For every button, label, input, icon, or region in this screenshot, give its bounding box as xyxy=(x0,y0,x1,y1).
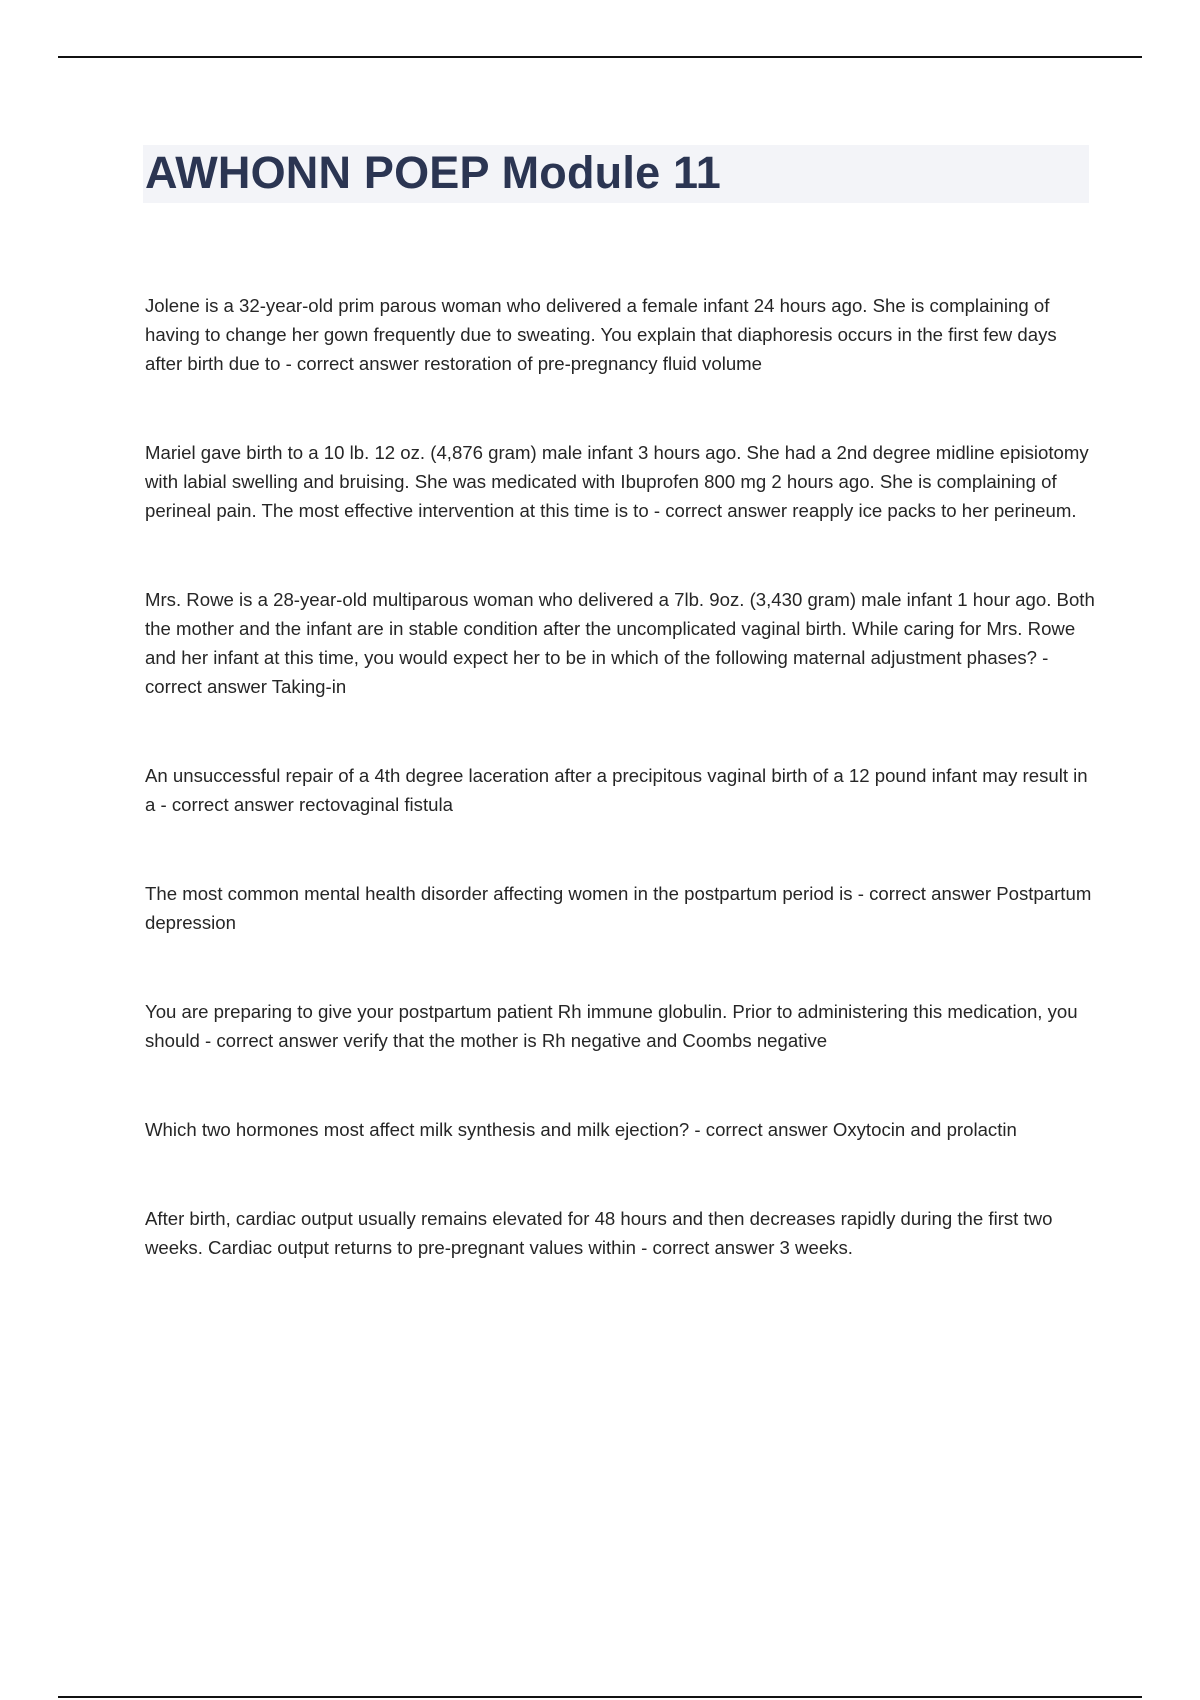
page-title: AWHONN POEP Module 11 xyxy=(145,147,721,198)
header-rule xyxy=(58,56,1142,58)
question-item-6: You are preparing to give your postpartum patient Rh immune globulin. Prior to administering this medication, you should - correct answer verify that the mother is Rh negative and Coombs negative xyxy=(145,1001,1078,1051)
footer-rule xyxy=(58,1696,1142,1698)
question-item-4: An unsuccessful repair of a 4th degree laceration after a precipitous vaginal birth of a 12 pound infant may result in a - correct answer rectovaginal fistula xyxy=(145,765,1088,815)
question-item-2: Mariel gave birth to a 10 lb. 12 oz. (4,876 gram) male infant 3 hours ago. She had a 2nd degree midline episiotomy with labial swelling and bruising. She was medicated with Ibuprofen 800 mg 2 hours ago. She is complaining of perineal pain. The most effective intervention at this time is to - correct answer reapply ice packs to her perineum. xyxy=(145,442,1089,521)
question-item-7: Which two hormones most affect milk synthesis and milk ejection? - correct answer Oxytocin and prolactin xyxy=(145,1119,1017,1140)
question-item-5: The most common mental health disorder affecting women in the postpartum period is - correct answer Postpartum depression xyxy=(145,883,1092,933)
question-item-8: After birth, cardiac output usually remains elevated for 48 hours and then decreases rapidly during the first two weeks. Cardiac output returns to pre-pregnant values within - correct answer 3 weeks. xyxy=(145,1208,1053,1258)
question-item-1: Jolene is a 32-year-old prim parous woman who delivered a female infant 24 hours ago. She is complaining of having to change her gown frequently due to sweating. You explain that diaphoresis occurs in the first few days after birth due to - correct answer restoration of pre-pregnancy fluid volume xyxy=(145,295,1057,374)
question-item-3: Mrs. Rowe is a 28-year-old multiparous woman who delivered a 7lb. 9oz. (3,430 gram) male infant 1 hour ago. Both the mother and the infant are in stable condition after the uncomplicated vaginal birth. While caring for Mrs. Rowe and her infant at this time, you would expect her to be in which of the following maternal adjustment phases? - correct answer Taking-in xyxy=(145,589,1095,697)
question-list xyxy=(145,291,1095,1322)
